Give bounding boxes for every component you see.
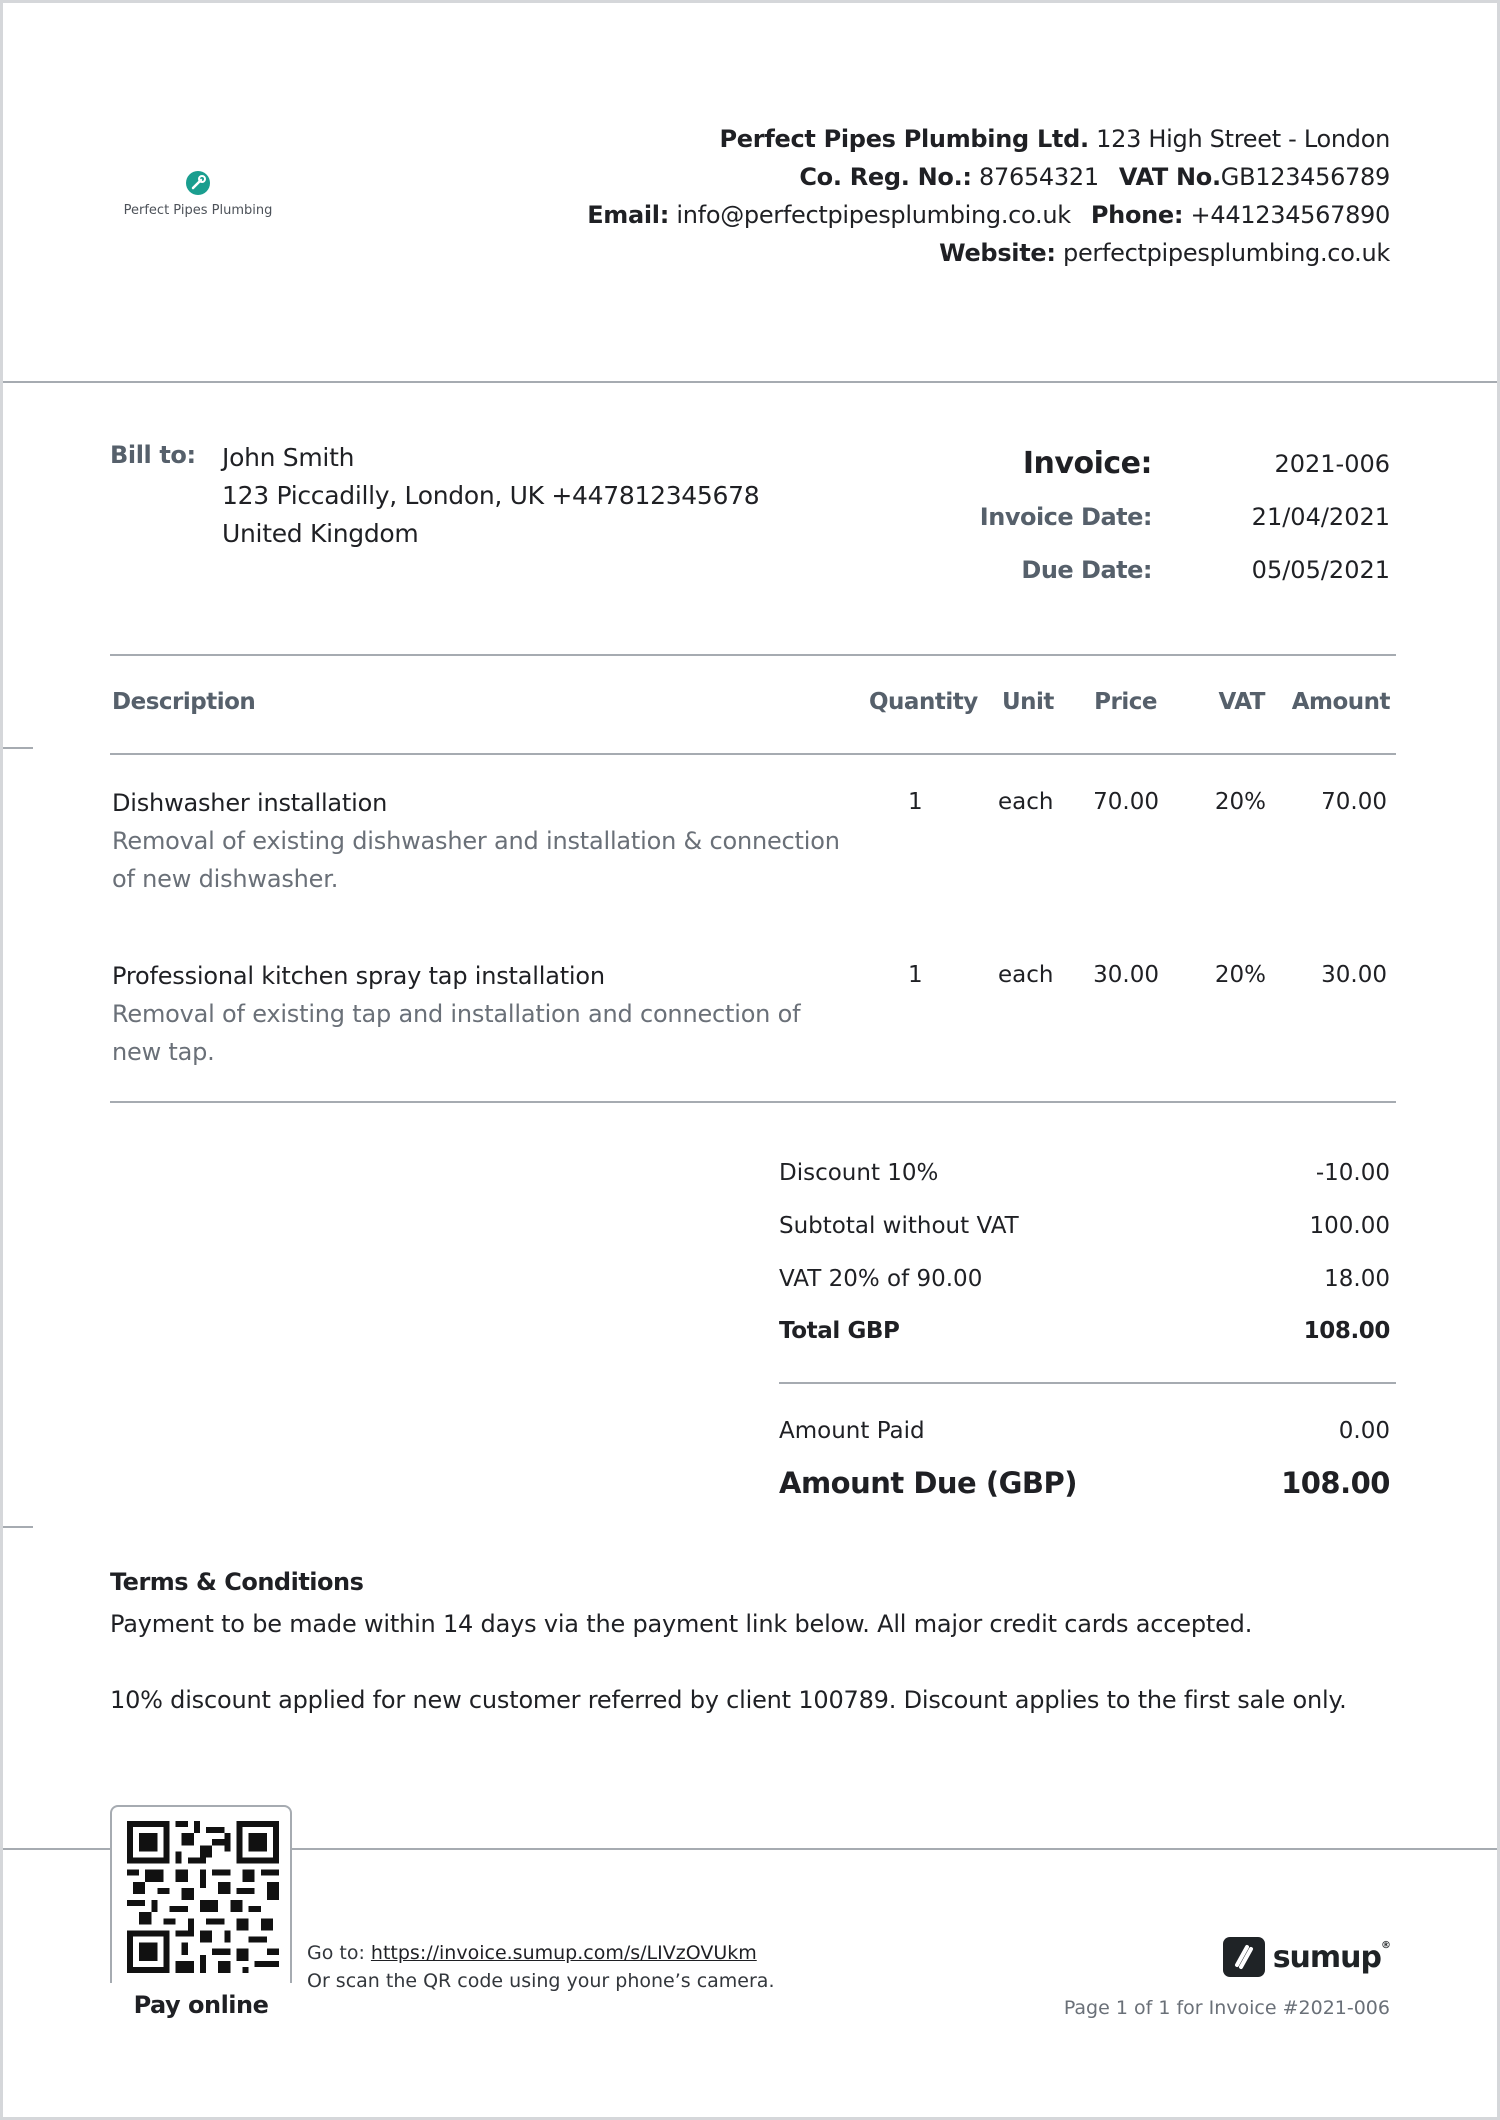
payment-link-line bbox=[307, 1939, 775, 1967]
item-unit: each bbox=[998, 789, 1054, 815]
company-phone: +441234567890 bbox=[1190, 201, 1390, 229]
qr-code[interactable] bbox=[127, 1821, 279, 1973]
company-line-1 bbox=[587, 120, 1390, 158]
header-description: Description bbox=[112, 689, 256, 715]
vat-label: VAT No. bbox=[1118, 163, 1221, 191]
terms-line-2: 10% discount applied for new customer referred by client 100789. Discount applies to the first sale only. bbox=[110, 1686, 1347, 1714]
payment-link[interactable]: https://invoice.sumup.com/s/LIVzOVUkm bbox=[370, 1942, 757, 1964]
item-quantity: 1 bbox=[908, 789, 923, 815]
item-price: 30.00 bbox=[1093, 962, 1159, 988]
total-label: Total GBP bbox=[779, 1318, 900, 1344]
logo-text: Perfect Pipes Plumbing bbox=[123, 203, 273, 218]
item-vat: 20% bbox=[1214, 962, 1266, 988]
company-details bbox=[587, 120, 1390, 272]
company-name: Perfect Pipes Plumbing Ltd. bbox=[719, 125, 1089, 153]
sumup-mark-icon bbox=[1223, 1937, 1265, 1977]
table-top-divider bbox=[110, 654, 1396, 656]
item-price: 70.00 bbox=[1093, 789, 1159, 815]
sumup-icon bbox=[1223, 1937, 1265, 1977]
company-logo bbox=[113, 169, 283, 218]
website-label: Website: bbox=[939, 239, 1056, 267]
company-line-2 bbox=[587, 158, 1390, 196]
wrench-drop-icon bbox=[184, 169, 212, 197]
header-price: Price bbox=[1094, 689, 1157, 715]
amount-due-label: Amount Due (GBP) bbox=[779, 1466, 1077, 1500]
terms-title: Terms & Conditions bbox=[110, 1568, 364, 1596]
company-address: 123 High Street - London bbox=[1096, 125, 1390, 153]
due-date-label: Due Date: bbox=[1021, 556, 1152, 584]
sumup-wordmark bbox=[1273, 1940, 1390, 1975]
amount-due-value: 108.00 bbox=[1281, 1466, 1390, 1500]
page-info: Page 1 of 1 for Invoice #2021-006 bbox=[1063, 1997, 1390, 2019]
phone-label: Phone: bbox=[1090, 201, 1184, 229]
amount-paid-label: Amount Paid bbox=[779, 1418, 925, 1444]
amount-paid-value: 0.00 bbox=[1338, 1418, 1390, 1444]
company-line-3 bbox=[587, 196, 1390, 234]
discount-label: Discount 10% bbox=[779, 1160, 939, 1186]
header-unit: Unit bbox=[1002, 689, 1054, 715]
sumup-text: sumup bbox=[1272, 1939, 1381, 1975]
payment-instructions bbox=[307, 1939, 775, 1995]
item-amount: 70.00 bbox=[1321, 789, 1387, 815]
item-title: Professional kitchen spray tap installation bbox=[112, 962, 605, 990]
subtotal-value: 100.00 bbox=[1309, 1213, 1390, 1239]
invoice-number: 2021-006 bbox=[1274, 450, 1390, 478]
vat-total-label: VAT 20% of 90.00 bbox=[779, 1266, 983, 1292]
sumup-registered-mark: ® bbox=[1381, 1939, 1390, 1951]
invoice-date-label: Invoice Date: bbox=[979, 503, 1152, 531]
sumup-logo bbox=[1223, 1937, 1390, 1977]
vat-total-value: 18.00 bbox=[1324, 1266, 1390, 1292]
header-divider bbox=[3, 381, 1497, 383]
due-date-row bbox=[830, 556, 1390, 596]
reg-number: 87654321 bbox=[979, 163, 1099, 191]
item-description: Removal of existing dishwasher and installation & connection of new dishwasher. bbox=[112, 827, 840, 893]
item-amount: 30.00 bbox=[1321, 962, 1387, 988]
table-bottom-divider bbox=[110, 1101, 1396, 1103]
terms-line-1: Payment to be made within 14 days via the payment link below. All major credit cards accepted. bbox=[110, 1610, 1253, 1638]
invoice-number-row bbox=[830, 446, 1390, 486]
pay-online-label: Pay online bbox=[133, 1991, 269, 2019]
item-unit: each bbox=[998, 962, 1054, 988]
totals-divider bbox=[779, 1382, 1396, 1384]
item-description: Removal of existing tap and installation and connection of new tap. bbox=[112, 1000, 801, 1066]
item-vat: 20% bbox=[1214, 789, 1266, 815]
vat-number: GB123456789 bbox=[1220, 163, 1390, 191]
client-address: 123 Piccadilly, London, UK +447812345678 bbox=[222, 481, 760, 510]
scan-instructions: Or scan the QR code using your phone’s camera. bbox=[307, 1970, 775, 1992]
bill-to-label: Bill to: bbox=[110, 441, 196, 469]
fold-mark bbox=[3, 747, 33, 749]
invoice-number-label: Invoice: bbox=[1022, 446, 1152, 481]
header-vat: VAT bbox=[1218, 689, 1265, 715]
item-quantity: 1 bbox=[908, 962, 923, 988]
client-country: United Kingdom bbox=[222, 519, 419, 548]
header-amount: Amount bbox=[1291, 689, 1390, 715]
subtotal-label: Subtotal without VAT bbox=[779, 1213, 1019, 1239]
company-line-4 bbox=[587, 234, 1390, 272]
company-website[interactable]: perfectpipesplumbing.co.uk bbox=[1063, 239, 1390, 267]
total-value: 108.00 bbox=[1303, 1318, 1390, 1344]
email-label: Email: bbox=[587, 201, 670, 229]
company-email[interactable]: info@perfectpipesplumbing.co.uk bbox=[676, 201, 1071, 229]
bill-to-address bbox=[222, 439, 759, 553]
reg-label: Co. Reg. No.: bbox=[799, 163, 972, 191]
header-quantity: Quantity bbox=[869, 689, 978, 715]
item-title: Dishwasher installation bbox=[112, 789, 388, 817]
invoice-date: 21/04/2021 bbox=[1251, 503, 1390, 531]
table-header-divider bbox=[110, 753, 1396, 755]
client-name: John Smith bbox=[222, 443, 355, 472]
discount-value: -10.00 bbox=[1315, 1160, 1390, 1186]
goto-label: Go to: bbox=[307, 1942, 365, 1964]
fold-mark bbox=[3, 1526, 33, 1528]
invoice-date-row bbox=[830, 503, 1390, 543]
due-date: 05/05/2021 bbox=[1251, 556, 1390, 584]
